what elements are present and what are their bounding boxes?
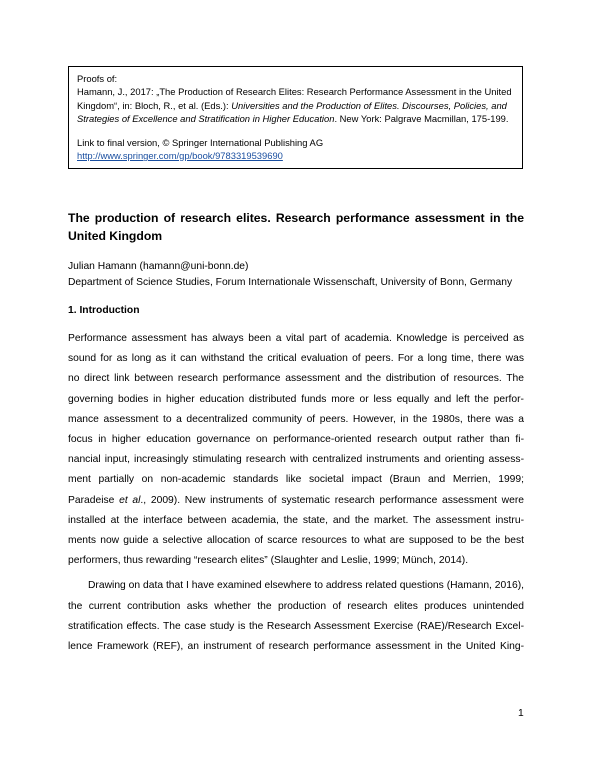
- text-line: performers, thus rewarding “research elites” (Slaughter and Leslie, 1999; Münch, 2014).: [68, 555, 469, 567]
- text-line: no direct link between research performance assessment and the distribution of resources. The: [68, 373, 524, 385]
- author-block: [68, 259, 538, 290]
- italic-et-al: et al: [119, 494, 141, 506]
- body-text: [68, 329, 524, 657]
- text-line: Performance assessment has always been a vital part of academia. Knowledge is perceived as: [68, 333, 524, 344]
- author-affiliation: Department of Science Studies, Forum Internationale Wissenschaft, University of Bonn, Germany: [68, 276, 513, 288]
- final-version-link[interactable]: http://www.springer.com/gp/book/9783319539690: [77, 150, 283, 162]
- citation-part-b: . New York: Palgrave Macmillan, 175-199.: [334, 113, 509, 125]
- link-note: Link to final version, © Springer International Publishing AG: [77, 136, 324, 148]
- text-line: focus in higher education governance on performance-oriented research output rather than fi-: [68, 433, 524, 445]
- text-line: Drawing on data that I have examined elsewhere to address related questions (Hamann, 2016),: [88, 580, 524, 592]
- text-segment: Paradeise: [68, 494, 120, 506]
- text-line: [68, 491, 524, 511]
- citation-book-title: Universities and the Production of Elites. Discourses, Policies, and Strategies of Excellence and Stratification in Higher Education: [77, 99, 507, 125]
- text-line: mance assessment to a decentralized community of peers. However, in the 1980s, there was a: [68, 413, 524, 425]
- text-line: stratification effects. The case study is the Research Assessment Exercise (RAE)/Research Excel-: [68, 620, 524, 632]
- text-line: installed at the interface between academia, the state, and the market. The assessment instru-: [68, 514, 524, 526]
- citation-part-a: Hamann, J., 2017: „The Production of Research Elites: Research Performance Assessment in the United Kingdom“, in: Bloch, R., et al. (Eds.):: [77, 86, 512, 111]
- text-line: governing bodies in higher education distributed funds more or less equally and left the perfor-: [68, 393, 524, 405]
- text-line: the current contribution asks whether the production of research elites produces unintended: [68, 600, 524, 612]
- proof-citation-box: [68, 66, 523, 169]
- paper-title: The production of research elites. Research performance assessment in the United Kingdom: [68, 211, 524, 243]
- proofs-label: Proofs of:: [77, 73, 118, 84]
- paragraph-1: [68, 329, 524, 571]
- page-number: 1: [518, 708, 524, 719]
- section-heading: 1. Introduction: [68, 305, 140, 316]
- text-segment: ., 2009). New instruments of systematic research performance assessment were: [140, 494, 524, 506]
- author-name: Julian Hamann (hamann@uni-bonn.de): [68, 261, 249, 272]
- citation-text: [77, 85, 514, 125]
- text-line: ments now guide a selective allocation of scarce resources to what are supposed to be the best: [68, 534, 524, 546]
- paragraph-2: [68, 576, 524, 657]
- text-line: lence Framework (REF), an instrument of research performance assessment in the United King-: [68, 641, 524, 652]
- text-line: sound for as long as it can withstand the critical evaluation of peers. For a long time, there was: [68, 353, 524, 365]
- text-line: nancial input, increasingly stimulating research with centralized instruments and orienting assess-: [68, 454, 524, 466]
- text-line: ment partially on non-academic standards like societal impact (Braun and Merrien, 1999;: [68, 474, 524, 486]
